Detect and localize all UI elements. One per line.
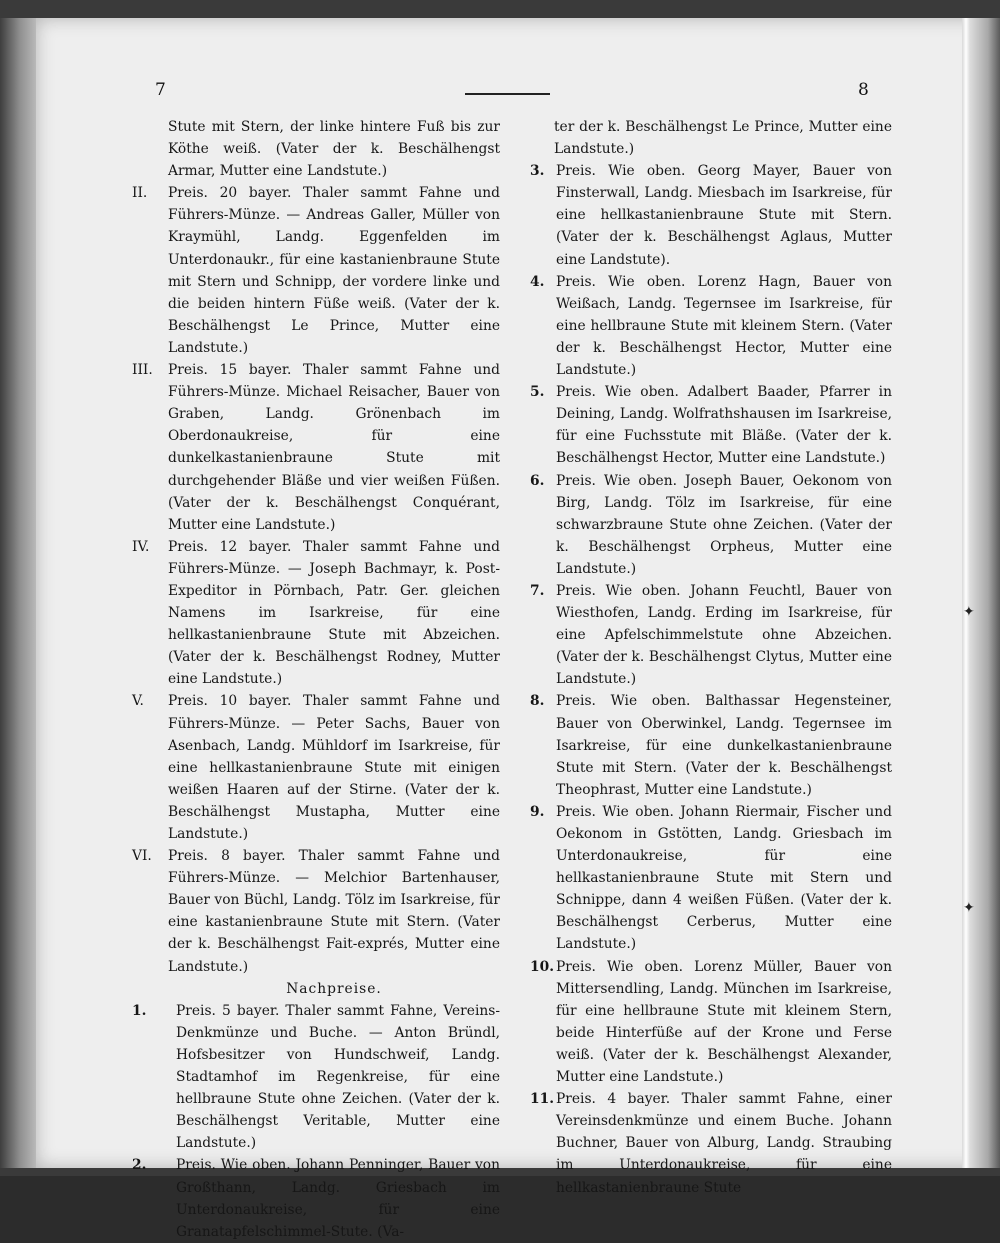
left-page-number: 7 xyxy=(155,80,166,100)
header-rule xyxy=(465,93,550,95)
prize-text: Preis. Wie oben. Adalbert Baader, Pfarrer in Deining, Landg. Wolfrathshausen im Isarkreise, für eine Fuchsstute mit Bläße. (Vater der k. Beschälhengst Hector, Mutter eine Landstute.) xyxy=(556,384,892,467)
prize-text: Preis. 8 bayer. Thaler sammt Fahne und Führers-Münze. — Melchior Bartenhauser, Bauer von Büchl, Landg. Tölz im Isarkreise, für eine kastanienbraune Stute mit Stern. (Vater der k. Beschälhengst Fait-exprés, Mutter eine Landstute.) xyxy=(168,848,500,975)
prize-entry xyxy=(530,1088,892,1198)
prize-number: 5. xyxy=(530,384,545,401)
prize-text: Preis. 12 bayer. Thaler sammt Fahne und Führers-Münze. — Joseph Bachmayr, k. Post-Expeditor in Pörnbach, Patr. Ger. gleichen Namens im Isarkreise, für eine hellkastanienbraune Stute mit Abzeichen. (Vater der k. Beschälhengst Rodney, Mutter eine Landstute.) xyxy=(168,538,500,688)
prize-text: Preis. Wie oben. Johann Riermair, Fischer und Oekonom in Gstötten, Landg. Griesbach im Unterdonaukreise, für eine hellkastanienbraune Stute mit Stern und Schnippe, dann 4 weißen Füßen. (Vater der k. Beschälhengst Cerberus, Mutter eine Landstute.) xyxy=(556,803,892,953)
prize-text: Preis. 5 bayer. Thaler sammt Fahne, Vereins-Denkmünze und Buche. — Anton Bründl, Hofsbesitzer von Hundschweif, Landg. Stadtamhof im Regenkreise, für eine hellbraune Stute ohne Zeichen. (Vater der k. Beschälhengst Veritable, Mutter eine Landstute.) xyxy=(176,1002,500,1152)
prize-number: 2. xyxy=(132,1157,147,1174)
section-heading: Nachpreise. xyxy=(286,980,382,997)
prize-text: Preis. Wie oben. Balthassar Hegensteiner, Bauer von Oberwinkel, Landg. Tegernsee im Isarkreise, für eine dunkelkastanienbraune Stute mit Stern. (Vater der k. Beschälhengst Theophrast, Mutter eine Landstute.) xyxy=(556,693,892,798)
binding-marker-icon: ✦ xyxy=(963,604,975,620)
prize-number: V. xyxy=(132,693,144,710)
prize-entry xyxy=(132,1154,500,1242)
prize-number: 7. xyxy=(530,582,545,599)
binding-marker-icon: ✦ xyxy=(963,900,975,916)
prize-number: 9. xyxy=(530,803,545,820)
prize-text: Preis. 20 bayer. Thaler sammt Fahne und Führers-Münze. — Andreas Galler, Müller von Kraymühl, Landg. Eggenfelden im Unterdonaukr., für eine kastanienbraune Stute mit Stern und Schnipp, der vordere linke und die beiden hintern Füße weiß. (Vater der k. Beschälhengst Le Prince, Mutter eine Landstute.) xyxy=(168,185,500,356)
prize-number: IV. xyxy=(132,538,150,555)
page-fold xyxy=(962,18,970,1168)
prize-entry xyxy=(132,690,500,845)
prize-text: Preis. Wie oben. Lorenz Müller, Bauer von Mittersendling, Landg. München im Isarkreise, für eine hellbraune Stute mit kleinem Stern, beide Hinterfüße auf der Krone und Ferse weiß. (Vater der k. Beschälhengst Alexander, Mutter eine Landstute.) xyxy=(556,958,892,1086)
right-column xyxy=(530,116,892,1199)
prize-entry xyxy=(530,956,892,1089)
prize-text: Preis. 4 bayer. Thaler sammt Fahne, einer Vereinsdenkmünze und einem Buche. Johann Buchner, Bauer von Alburg, Landg. Straubing im Unterdonaukreise, für eine hellkastanienbraune Stute xyxy=(556,1091,892,1196)
prize-entry xyxy=(530,580,892,690)
prize-number: 3. xyxy=(530,163,545,180)
prize-entry xyxy=(530,470,892,580)
prize-entry xyxy=(132,1000,500,1155)
prize-entry xyxy=(132,845,500,978)
prize-text: Preis. 15 bayer. Thaler sammt Fahne und Führers-Münze. Michael Reisacher, Bauer von Graben, Landg. Grönenbach im Oberdonaukreise, für eine dunkelkastanienbraune Stute mit durchgehender Bläße und vier weißen Füßen. (Vater der k. Beschälhengst Conquérant, Mutter eine Landstute.) xyxy=(168,362,500,533)
prize-number: 6. xyxy=(530,472,545,489)
right-book-edge xyxy=(970,18,1000,1168)
right-page-number: 8 xyxy=(858,80,869,100)
prize-number: 8. xyxy=(530,693,545,710)
prize-number: 4. xyxy=(530,273,545,290)
prize-number: 11. xyxy=(530,1091,555,1108)
continuation-text: Stute mit Stern, der linke hintere Fuß bis zur Köthe weiß. (Vater der k. Beschälhengst Armar, Mutter eine Landstute.) xyxy=(168,119,500,180)
prize-text: Preis. Wie oben. Georg Mayer, Bauer von Finsterwall, Landg. Miesbach im Isarkreise, für eine hellkastanienbraune Stute mit Stern. (Vater der k. Beschälhengst Aglaus, Mutter eine Landstute). xyxy=(556,163,892,268)
prize-number: 10. xyxy=(530,958,555,975)
prize-entry xyxy=(132,182,500,359)
prize-entry xyxy=(530,690,892,800)
prize-entry xyxy=(530,160,892,270)
prize-text: Preis. 10 bayer. Thaler sammt Fahne und Führers-Münze. — Peter Sachs, Bauer von Asenbach, Landg. Mühldorf im Isarkreise, für eine hellkastanienbraune Stute mit einigen weißen Haaren auf der Stirne. (Vater der k. Beschälhengst Mustapha, Mutter eine Landstute.) xyxy=(168,693,500,842)
prize-number: 1. xyxy=(132,1002,147,1019)
prize-entry xyxy=(530,271,892,381)
continuation-text: ter der k. Beschälhengst Le Prince, Mutter eine Landstute.) xyxy=(554,119,892,158)
prize-entry xyxy=(530,381,892,469)
prize-number: III. xyxy=(132,362,153,379)
left-book-edge xyxy=(0,18,36,1168)
prize-number: II. xyxy=(132,185,148,202)
left-column xyxy=(132,116,500,1243)
prize-entry xyxy=(132,359,500,536)
prize-text: Preis. Wie oben. Lorenz Hagn, Bauer von Weißach, Landg. Tegernsee im Isarkreise, für eine hellbraune Stute mit kleinem Stern. (Vater der k. Beschälhengst Hector, Mutter eine Landstute.) xyxy=(556,273,892,379)
prize-text: Preis. Wie oben. Johann Penninger, Bauer von Großthann, Landg. Griesbach im Unterdonaukreise, für eine Granatapfelschimmel-Stute. (Va- xyxy=(176,1157,500,1240)
prize-text: Preis. Wie oben. Joseph Bauer, Oekonom von Birg, Landg. Tölz im Isarkreise, für eine schwarzbraune Stute ohne Zeichen. (Vater der k. Beschälhengst Orpheus, Mutter eine Landstute.) xyxy=(556,472,892,577)
prize-text: Preis. Wie oben. Johann Feuchtl, Bauer von Wiesthofen, Landg. Erding im Isarkreise, für eine Apfelschimmelstute ohne Abzeichen. (Vater der k. Beschälhengst Clytus, Mutter eine Landstute.) xyxy=(556,582,892,688)
prize-entry xyxy=(530,801,892,956)
prize-entry xyxy=(132,536,500,691)
prize-number: VI. xyxy=(132,848,152,865)
